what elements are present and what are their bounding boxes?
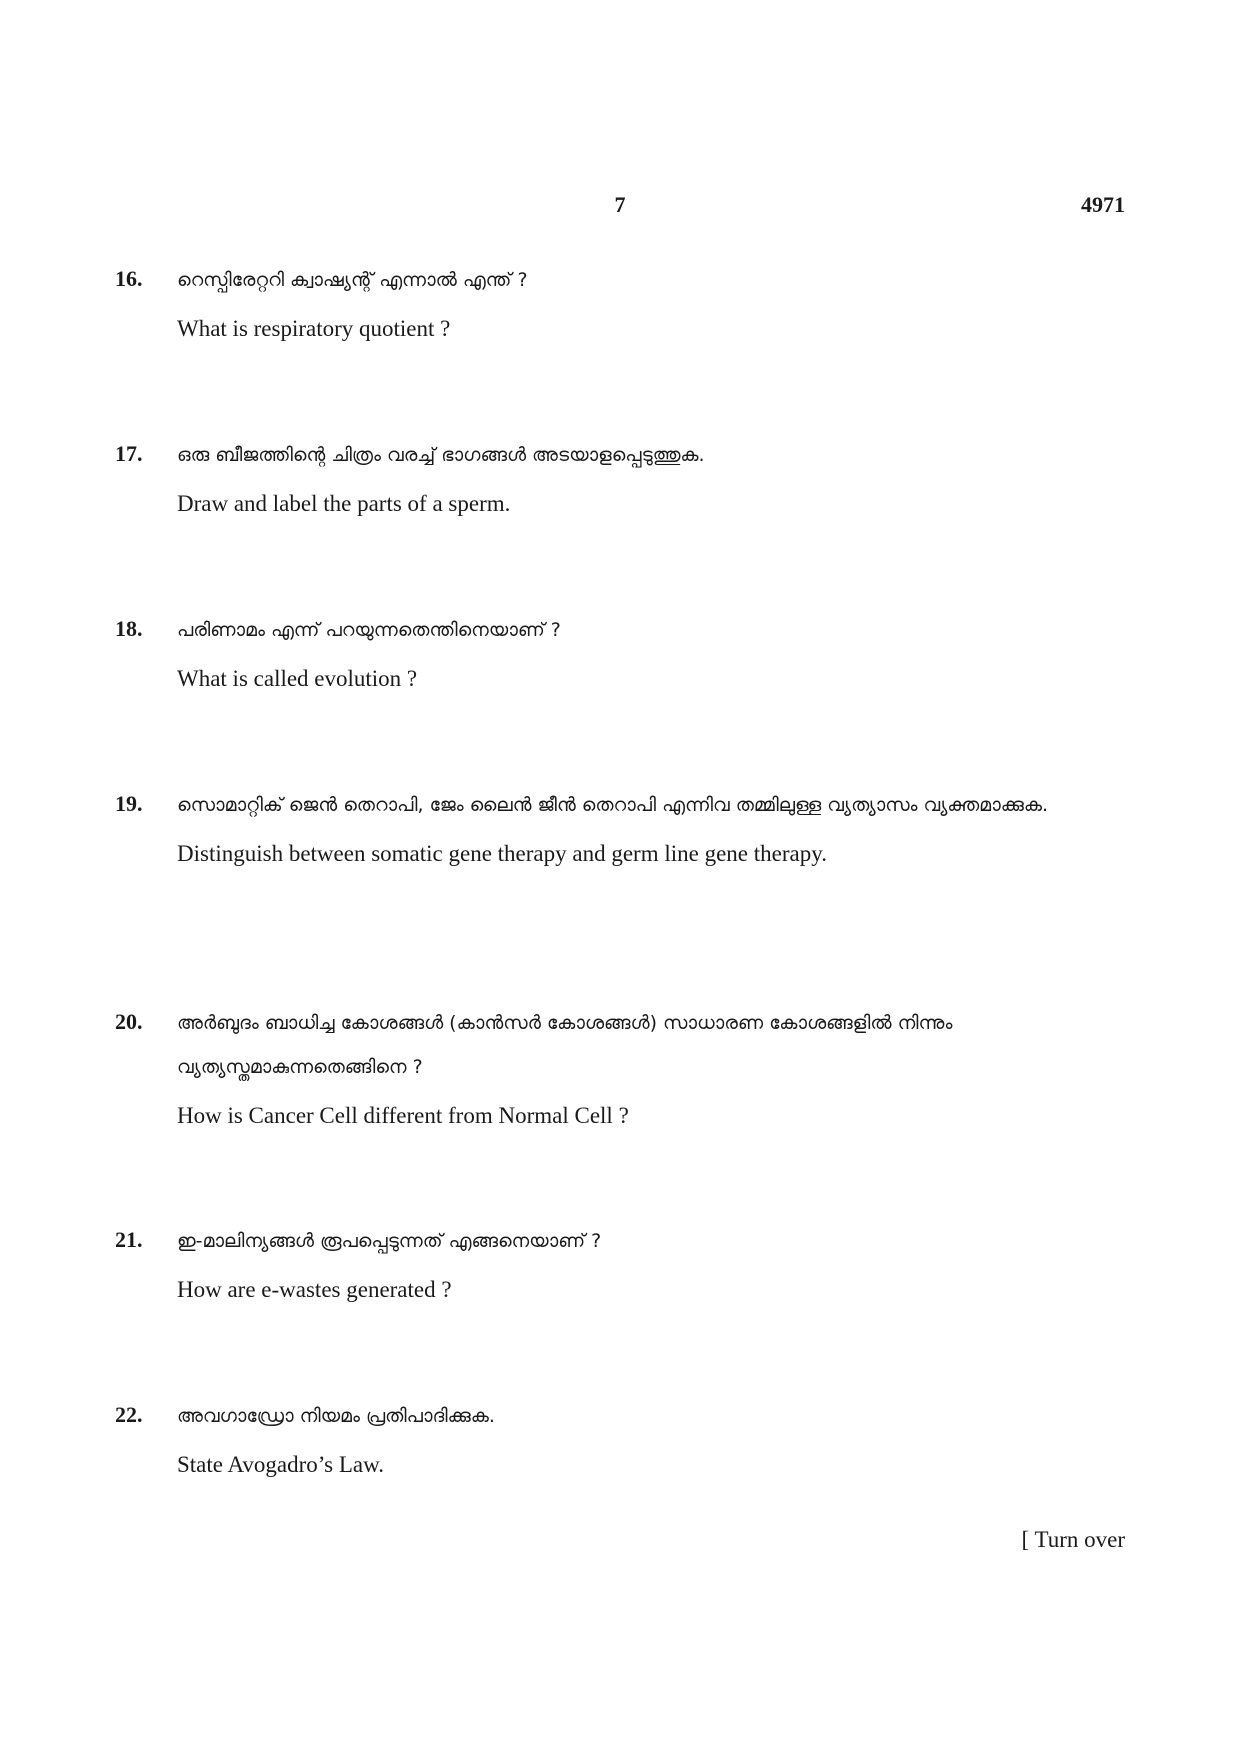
question-text-malayalam: അവഗാഡ്രോ നിയമം പ്രതിപാദിക്കുക. — [177, 1405, 495, 1427]
question-text-english: How is Cancer Cell different from Normal Cell ? — [177, 1103, 629, 1128]
question-22 — [115, 1398, 1075, 1482]
question-text-english: What is called evolution ? — [177, 666, 418, 691]
question-text-english: State Avogadro’s Law. — [177, 1452, 384, 1477]
turn-over-note: [ Turn over — [1021, 1527, 1125, 1552]
question-text-malayalam: ഒരു ബീജത്തിന്റെ ചിത്രം വരച്ച് ഭാഗങ്ങൾ അടയാളപ്പെടുത്തുക. — [177, 444, 705, 466]
question-number: 19. — [115, 791, 143, 816]
question-number: 22. — [115, 1402, 143, 1427]
question-text-malayalam: റെസ്പിരേറ്ററി ക്വാഷ്യന്റ് എന്നാൽ എന്ത് ? — [177, 269, 528, 291]
question-number: 18. — [115, 616, 143, 641]
question-text-malayalam: സൊമാറ്റിക് ജെൻ തെറാപി, ജേം ലൈൻ ജീൻ തെറാപി എന്നിവ തമ്മിലുള്ള വ്യത്യാസം വ്യക്തമാക്കുക. — [177, 794, 1049, 816]
page-number: 7 — [614, 192, 626, 217]
question-number: 17. — [115, 441, 143, 466]
question-number: 16. — [115, 266, 143, 291]
question-text-english: Distinguish between somatic gene therapy and germ line gene therapy. — [177, 841, 827, 866]
question-text-english: How are e-wastes generated ? — [177, 1277, 452, 1302]
question-text-malayalam: പരിണാമം എന്ന് പറയുന്നതെന്തിനെയാണ് ? — [177, 619, 561, 641]
question-text-malayalam: അർബുദം ബാധിച്ച കോശങ്ങൾ (കാൻസർ കോശങ്ങൾ) സാധാരണ കോശങ്ങളിൽ നിന്നും വ്യത്യസ്തമാകുന്നതെങ്ങിനെ ? — [177, 1012, 953, 1078]
question-21 — [115, 1223, 1075, 1307]
question-19 — [115, 787, 1075, 871]
question-16 — [115, 262, 1075, 346]
question-text-english: What is respiratory quotient ? — [177, 316, 451, 341]
question-18 — [115, 612, 1075, 696]
question-text-malayalam: ഇ-മാലിന്യങ്ങൾ രൂപപ്പെടുന്നത് എങ്ങനെയാണ് ? — [177, 1230, 602, 1252]
question-number: 20. — [115, 1009, 143, 1034]
question-20 — [115, 1005, 1075, 1133]
question-text-english: Draw and label the parts of a sperm. — [177, 491, 511, 516]
question-17 — [115, 437, 1075, 521]
paper-code: 4971 — [1081, 192, 1125, 217]
question-number: 21. — [115, 1227, 143, 1252]
